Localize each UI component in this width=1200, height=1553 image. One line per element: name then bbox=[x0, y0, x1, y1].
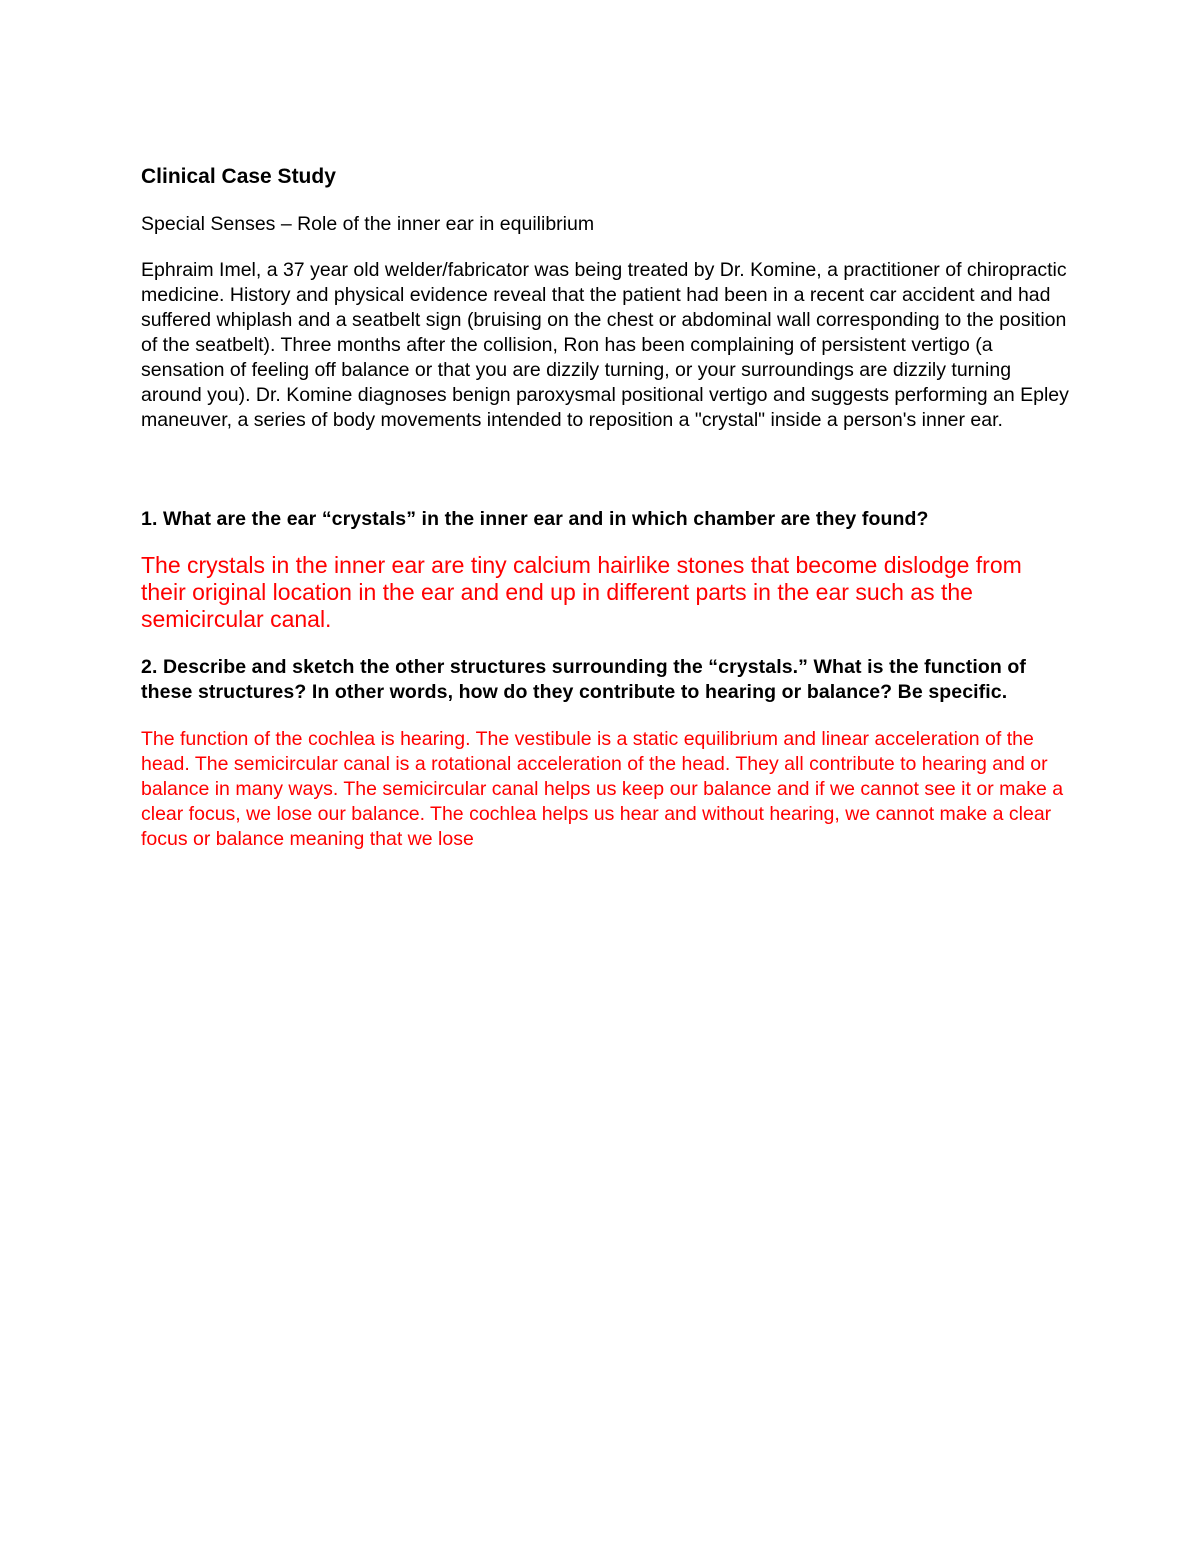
document-body bbox=[141, 162, 1071, 852]
question-2: 2. Describe and sketch the other structures surrounding the “crystals.” What is the function of these structures? In other words, how do they contribute to hearing or balance? Be specific. bbox=[141, 656, 1026, 703]
case-description: Ephraim Imel, a 37 year old welder/fabricator was being treated by Dr. Komine, a practitioner of chiropractic medicine. History and physical evidence reveal that the patient had been in a recent car accident and had suffered whiplash and a seatbelt sign (bruising on the chest or abdominal wall corresponding to the position of the seatbelt). Three months after the collision, Ron has been complaining of persistent vertigo (a sensation of feeling off balance or that you are dizzily turning, or your surroundings are dizzily turning around you). Dr. Komine diagnoses benign paroxysmal positional vertigo and suggests performing an Epley maneuver, a series of body movements intended to reposition a "crystal" inside a person's inner ear. bbox=[141, 259, 1069, 431]
document-title: Clinical Case Study bbox=[141, 165, 336, 188]
answer-1: The crystals in the inner ear are tiny calcium hairlike stones that become dislodge from their original location in the ear and end up in different parts in the ear such as the semicircular canal. bbox=[141, 552, 1022, 632]
question-1: 1. What are the ear “crystals” in the inner ear and in which chamber are they found? bbox=[141, 508, 929, 530]
answer-2: The function of the cochlea is hearing. The vestibule is a static equilibrium and linear acceleration of the head. The semicircular canal is a rotational acceleration of the head. They all contribute to hearing and or balance in many ways. The semicircular canal helps us keep our balance and if we cannot see it or make a clear focus, we lose our balance. The cochlea helps us hear and without hearing, we cannot make a clear focus or balance meaning that we lose bbox=[141, 728, 1064, 850]
document-subtitle: Special Senses – Role of the inner ear in equilibrium bbox=[141, 213, 595, 235]
